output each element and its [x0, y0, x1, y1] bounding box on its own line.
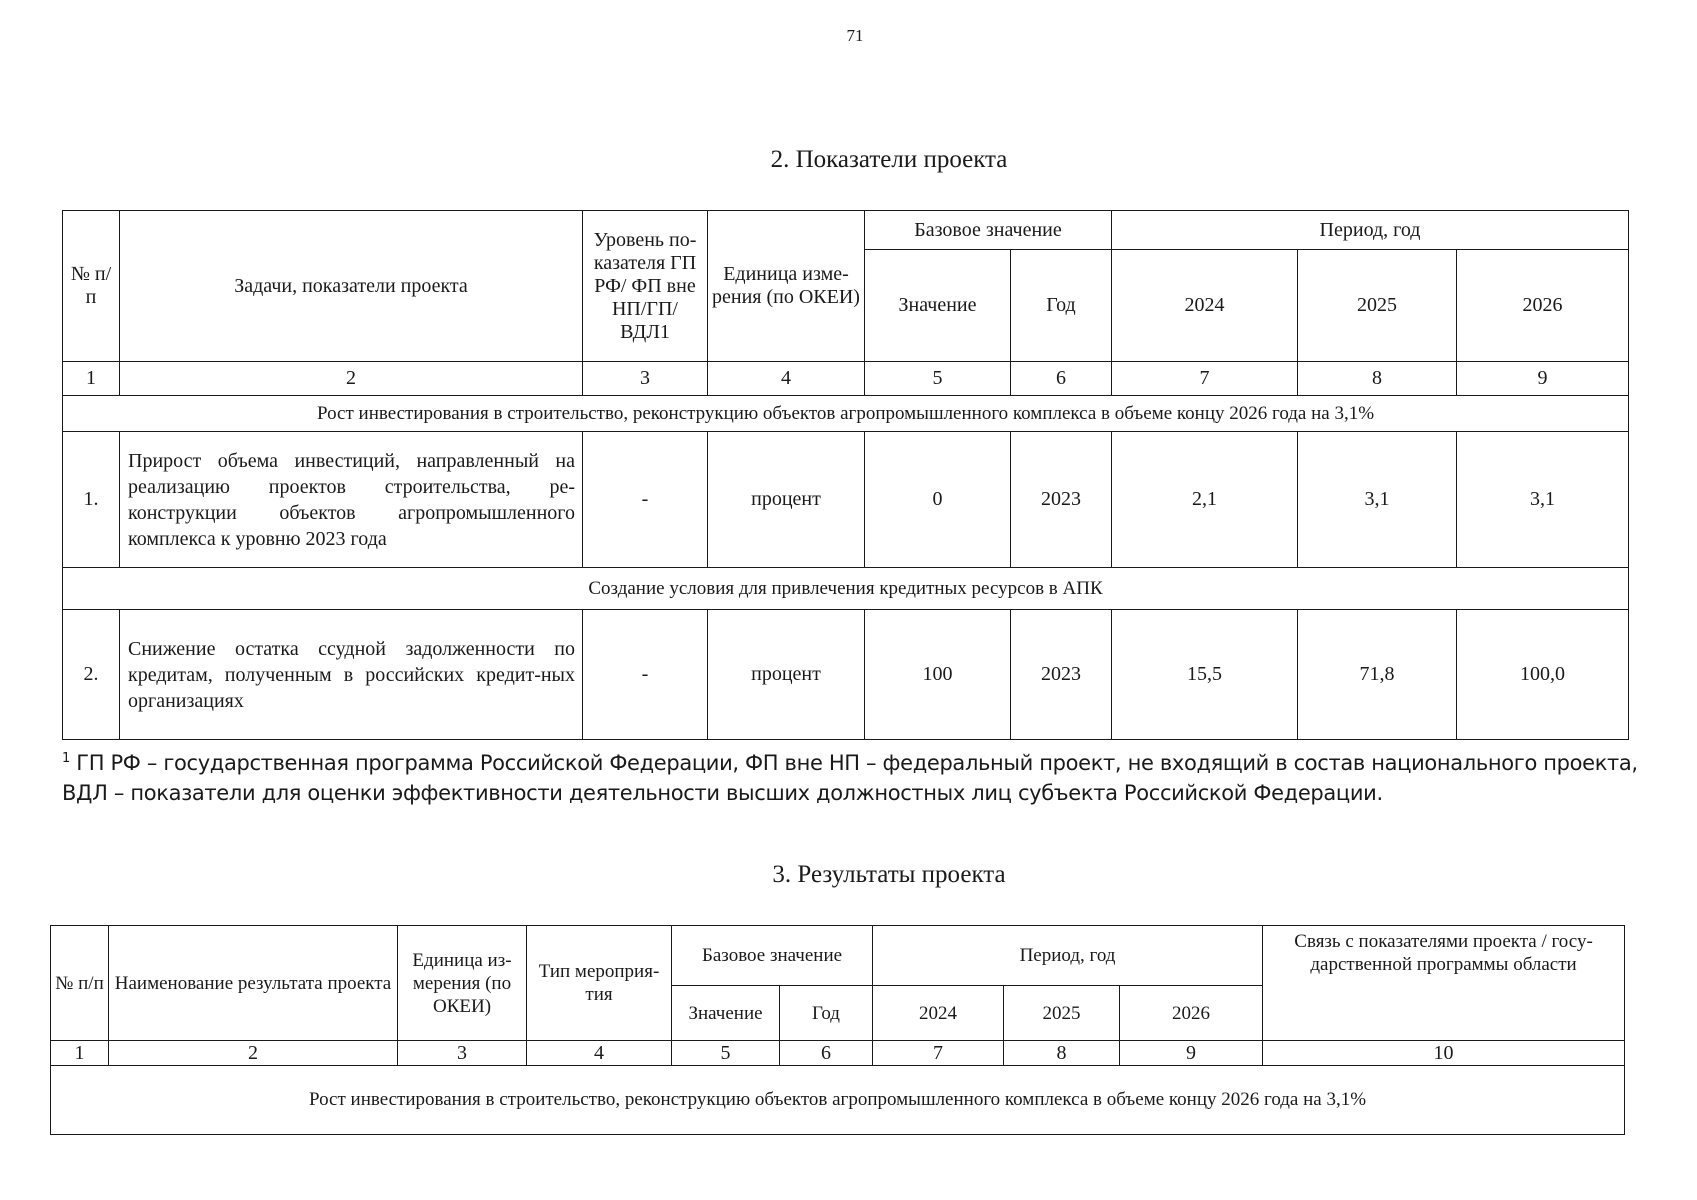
- col-number: 8: [1298, 362, 1457, 396]
- footnote: [62, 744, 1652, 808]
- column-number-row: [63, 362, 1629, 396]
- base-value: 0: [865, 432, 1011, 568]
- header-base: Базовое значение: [865, 211, 1112, 250]
- header-base-value: Значение: [865, 250, 1011, 362]
- header-year-2026: 2026: [1457, 250, 1629, 362]
- col-number: 3: [398, 1041, 527, 1066]
- header-unit: Единица из-мерения (по ОКЕИ): [398, 926, 527, 1041]
- value-2025: 71,8: [1298, 610, 1457, 740]
- col-number: 7: [1112, 362, 1298, 396]
- col-number: 5: [865, 362, 1011, 396]
- col-number: 4: [527, 1041, 672, 1066]
- indicator-unit: процент: [708, 610, 865, 740]
- value-2024: 15,5: [1112, 610, 1298, 740]
- col-number: 1: [51, 1041, 109, 1066]
- col-number: 6: [1011, 362, 1112, 396]
- header-tasks: Задачи, показатели проекта: [120, 211, 583, 362]
- header-year-2024: 2024: [1112, 250, 1298, 362]
- col-number: 2: [109, 1041, 398, 1066]
- col-number: 9: [1120, 1041, 1263, 1066]
- header-year-2024: 2024: [873, 986, 1004, 1041]
- header-year-2025: 2025: [1004, 986, 1120, 1041]
- indicator-name: Снижение остатка ссудной задолженности по кредитам, полученным в российских кредит-ных организациях: [120, 610, 583, 740]
- header-base: Базовое значение: [672, 926, 873, 986]
- value-2026: 100,0: [1457, 610, 1629, 740]
- table-row: [63, 432, 1629, 568]
- header-link: Связь с показателями проекта / госу-дарственной программы области: [1263, 926, 1625, 1041]
- project-indicators-table: [62, 210, 1629, 740]
- group-heading: Рост инвестирования в строительство, реконструкцию объектов агропромышленного комплекса в объеме концу 2026 года на 3,1%: [51, 1066, 1625, 1135]
- col-number: 1: [63, 362, 120, 396]
- col-number: 10: [1263, 1041, 1625, 1066]
- header-period: Период, год: [873, 926, 1263, 986]
- indicator-level: -: [583, 432, 708, 568]
- page-number: 71: [846, 26, 864, 45]
- header-year-2026: 2026: [1120, 986, 1263, 1041]
- header-level: Уровень по-казателя ГП РФ/ ФП вне НП/ГП/ ВДЛ1: [583, 211, 708, 362]
- header-unit: Единица изме-рения (по ОКЕИ): [708, 211, 865, 362]
- indicator-name: Прирост объема инвестиций, направленный на реализацию проектов строительства, ре-конструкции объектов агропромышленного комплекса к уровню 2023 года: [120, 432, 583, 568]
- indicator-level: -: [583, 610, 708, 740]
- group-heading: Создание условия для привлечения кредитных ресурсов в АПК: [63, 568, 1629, 610]
- project-results-table: [50, 925, 1625, 1135]
- header-year-2025: 2025: [1298, 250, 1457, 362]
- section-3-title: 3. Результаты проекта: [772, 861, 1006, 888]
- col-number: 2: [120, 362, 583, 396]
- header-base-value: Значение: [672, 986, 780, 1041]
- header-number: № п/п: [63, 211, 120, 362]
- header-event-type: Тип мероприя-тия: [527, 926, 672, 1041]
- value-2025: 3,1: [1298, 432, 1457, 568]
- indicator-unit: процент: [708, 432, 865, 568]
- header-number: № п/п: [51, 926, 109, 1041]
- value-2024: 2,1: [1112, 432, 1298, 568]
- footnote-mark: 1: [62, 751, 70, 766]
- table-row: [63, 610, 1629, 740]
- base-value: 100: [865, 610, 1011, 740]
- group-heading: Рост инвестирования в строительство, реконструкцию объектов агропромышленного комплекса в объеме концу 2026 года на 3,1%: [63, 396, 1629, 432]
- base-year: 2023: [1011, 610, 1112, 740]
- col-number: 3: [583, 362, 708, 396]
- col-number: 7: [873, 1041, 1004, 1066]
- col-number: 9: [1457, 362, 1629, 396]
- header-base-year: Год: [1011, 250, 1112, 362]
- row-number: 1.: [63, 432, 120, 568]
- section-2-title: 2. Показатели проекта: [770, 146, 1008, 173]
- base-year: 2023: [1011, 432, 1112, 568]
- col-number: 8: [1004, 1041, 1120, 1066]
- value-2026: 3,1: [1457, 432, 1629, 568]
- header-result-name: Наименование результата проекта: [109, 926, 398, 1041]
- col-number: 4: [708, 362, 865, 396]
- col-number: 6: [780, 1041, 873, 1066]
- row-number: 2.: [63, 610, 120, 740]
- col-number: 5: [672, 1041, 780, 1066]
- header-period: Период, год: [1112, 211, 1629, 250]
- column-number-row: [51, 1041, 1625, 1066]
- footnote-text: ГП РФ – государственная программа Российской Федерации, ФП вне НП – федеральный проект, не входящий в состав национального проекта, ВДЛ – показатели для оценки эффективности деятельности высших должностных лиц субъекта Российской Федерации.: [62, 751, 1638, 805]
- header-base-year: Год: [780, 986, 873, 1041]
